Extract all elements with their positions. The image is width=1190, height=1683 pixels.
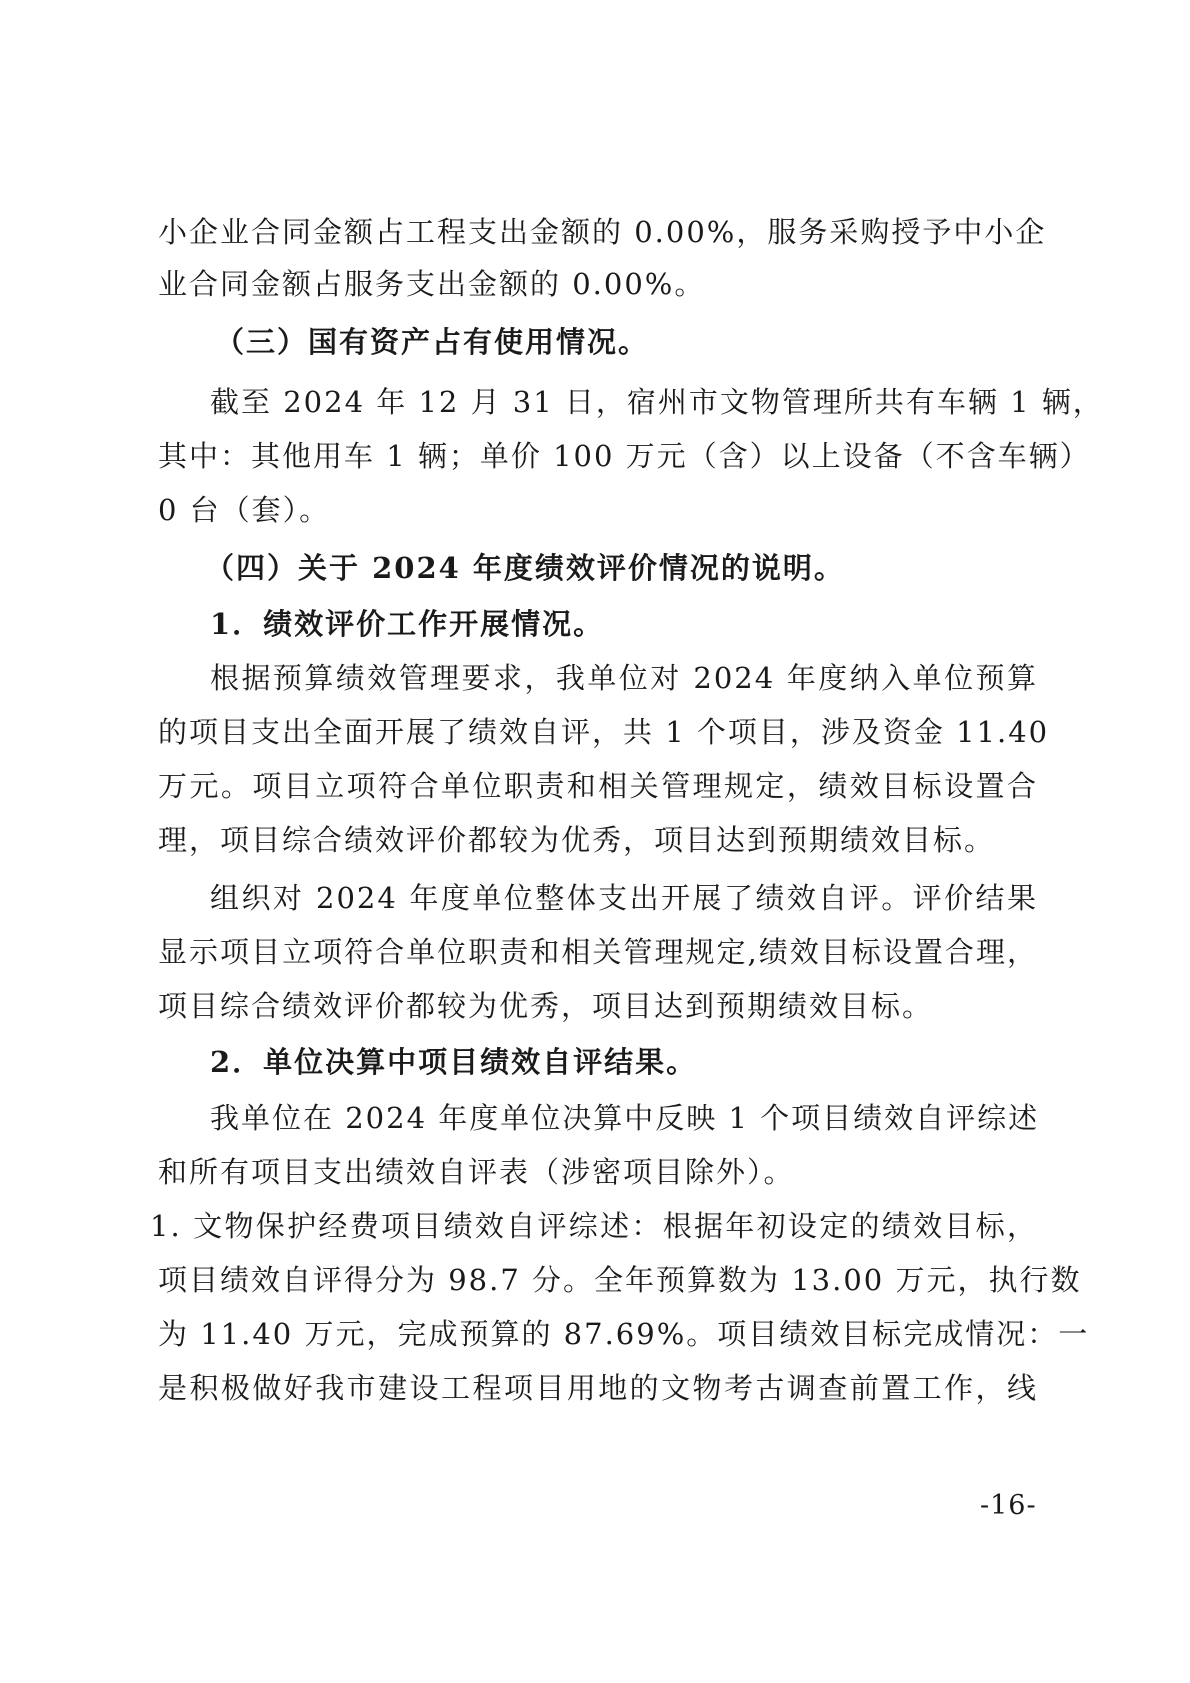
body-line: 业合同金额占服务支出金额的 0.00%。 xyxy=(158,267,706,301)
body-line: 其中：其他用车 1 辆；单价 100 万元（含）以上设备（不含车辆） xyxy=(158,439,1091,473)
body-line: 的项目支出全面开展了绩效自评，共 1 个项目，涉及资金 11.40 xyxy=(158,715,1050,749)
body-line: 1. 文物保护经费项目绩效自评综述：根据年初设定的绩效目标， xyxy=(150,1209,1038,1243)
page-number: -16- xyxy=(980,1490,1037,1521)
subsection-heading: 1．绩效评价工作开展情况。 xyxy=(210,607,605,641)
body-line: 万元。项目立项符合单位职责和相关管理规定，绩效目标设置合 xyxy=(158,769,1038,803)
body-line: 项目绩效自评得分为 98.7 分。全年预算数为 13.00 万元，执行数 xyxy=(158,1263,1082,1297)
body-line: 和所有项目支出绩效自评表（涉密项目除外）。 xyxy=(158,1155,795,1189)
section-heading: （四）关于 2024 年度绩效评价情况的说明。 xyxy=(205,551,845,585)
body-line: 为 11.40 万元，完成预算的 87.69%。项目绩效目标完成情况：一 xyxy=(158,1317,1090,1351)
body-line: 小企业合同金额占工程支出金额的 0.00%，服务采购授予中小企 xyxy=(158,215,1047,249)
body-line: 0 台（套）。 xyxy=(158,493,331,527)
body-line: 项目综合绩效评价都较为优秀，项目达到预期绩效目标。 xyxy=(158,989,934,1023)
body-line: 是积极做好我市建设工程项目用地的文物考古调查前置工作，线 xyxy=(158,1371,1038,1405)
body-line: 组织对 2024 年度单位整体支出开展了绩效自评。评价结果 xyxy=(210,881,1038,915)
body-line: 根据预算绩效管理要求，我单位对 2024 年度纳入单位预算 xyxy=(210,661,1038,695)
body-line: 截至 2024 年 12 月 31 日，宿州市文物管理所共有车辆 1 辆， xyxy=(210,385,1104,419)
body-line: 理，项目综合绩效评价都较为优秀，项目达到预期绩效目标。 xyxy=(158,823,996,857)
subsection-heading: 2．单位决算中项目绩效自评结果。 xyxy=(210,1045,698,1079)
section-heading: （三）国有资产占有使用情况。 xyxy=(215,325,650,359)
body-line: 显示项目立项符合单位职责和相关管理规定,绩效目标设置合理， xyxy=(158,935,1038,969)
body-line: 我单位在 2024 年度单位决算中反映 1 个项目绩效自评综述 xyxy=(210,1101,1040,1135)
